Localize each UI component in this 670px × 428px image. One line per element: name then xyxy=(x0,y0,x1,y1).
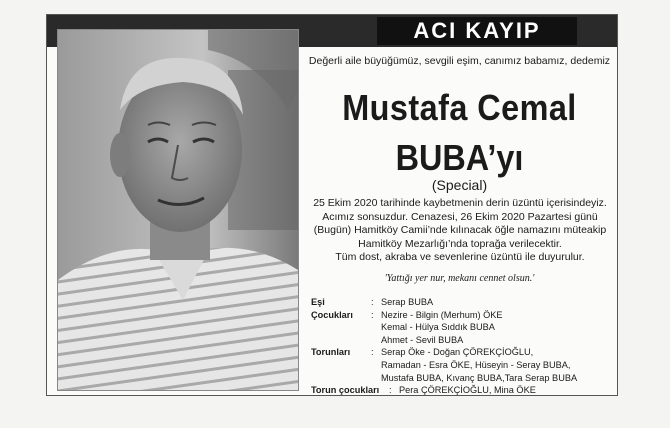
family-value: Pera ÇÖREKÇİOĞLU, Mina ÖKE xyxy=(399,385,536,396)
family-colon: : xyxy=(371,297,374,307)
family-value: Ahmet - Sevil BUBA xyxy=(381,334,464,345)
family-row-children-cont xyxy=(311,321,611,334)
family-row-spouse xyxy=(311,296,611,309)
family-value: Serap Öke - Doğan ÇÖREKÇİOĞLU, xyxy=(381,347,534,358)
family-row-grandchildren xyxy=(311,346,611,359)
family-label: Eşi xyxy=(311,297,325,307)
family-label: Çocukları xyxy=(311,309,353,320)
family-value: Nezire - Bilgin (Merhum) ÖKE xyxy=(381,309,503,320)
family-row-children-cont xyxy=(311,334,611,347)
family-colon: : xyxy=(371,309,374,320)
family-value: Serap BUBA xyxy=(381,297,434,307)
family-label: Torunları xyxy=(311,347,351,358)
announcement-line: Tüm dost, akraba ve sevenlerine üzüntü ile duyurulur. xyxy=(335,251,585,263)
family-colon: : xyxy=(371,347,374,358)
family-value: Ramadan - Esra ÖKE, Hüseyin - Seray BUBA, xyxy=(381,359,571,370)
intro-line: Değerli aile büyüğümüz, sevgili eşim, canımız babamız, dedemiz xyxy=(308,55,611,67)
obituary-card xyxy=(46,14,618,396)
portrait-photo xyxy=(57,29,299,391)
announcement-text xyxy=(305,197,615,265)
family-label: Torun çocukları xyxy=(311,385,380,396)
deceased-name-line1: Mustafa Cemal xyxy=(342,87,577,128)
family-row-children xyxy=(311,309,611,322)
notice-title: ACI KAYIP xyxy=(377,17,577,45)
announcement-line: Acımız sonsuzdur. Cenazesi, 26 Ekim 2020 Pazartesi günü xyxy=(322,210,598,223)
family-list xyxy=(311,296,611,397)
family-row-grandchildren-cont xyxy=(311,372,611,385)
family-colon: : xyxy=(389,385,392,396)
family-row-grandchildren-cont xyxy=(311,359,611,372)
family-value: Mustafa BUBA, Kıvanç BUBA,Tara Serap BUBA xyxy=(381,372,578,383)
prayer-quote: 'Yattığı yer nur, mekanı cennet olsun.' xyxy=(384,273,535,284)
announcement-line: (Bugün) Hamitköy Camii’nde kılınacak öğle namazını müteakip xyxy=(313,224,607,236)
family-value: Kemal - Hülya Sıddık BUBA xyxy=(381,322,495,333)
nickname-subtitle: (Special) xyxy=(431,177,488,193)
announcement-line: 25 Ekim 2020 tarihinde kaybetmenin derin üzüntü içerisindeyiz. xyxy=(313,197,607,209)
deceased-name-line2: BUBA’yı xyxy=(395,137,524,178)
family-row-great-grandchildren xyxy=(311,384,611,397)
announcement-line: Hamitköy Mezarlığı’nda toprağa verilecektir. xyxy=(358,237,562,250)
